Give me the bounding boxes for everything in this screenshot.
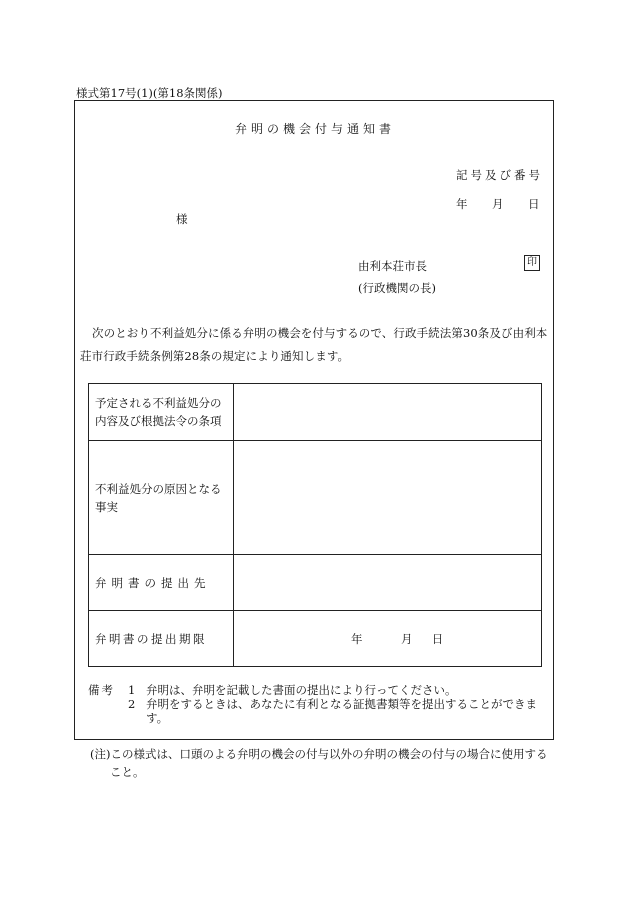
table-row [89, 555, 542, 611]
notice-details-table [88, 383, 542, 667]
row-label-facts: 不利益処分の原因となる事実 [89, 441, 234, 555]
issuer-subtitle: (行政機関の長) [358, 281, 436, 295]
table-row [89, 611, 542, 667]
remark-text: 弁明は、弁明を記載した書面の提出により行ってください。 [146, 683, 457, 697]
document-title: 弁明の機会付与通知書 [234, 122, 395, 136]
deadline-year: 年 [351, 631, 363, 646]
notice-body-text: 次のとおり不利益処分に係る弁明の機会を付与するので、行政手続法第30条及び由利本荘市行政手続条例第28条の規定により通知します。 [80, 326, 548, 363]
remarks-heading: 備考 [88, 683, 115, 697]
table-row [89, 441, 542, 555]
row-label-deadline: 弁明書の提出期限 [89, 611, 234, 667]
seal-stamp: 印 [524, 255, 540, 271]
remark-number: 1 [128, 683, 136, 697]
remark-text: 弁明をするときは、あなたに有利となる証拠書類等を提出することができます。 [146, 697, 537, 725]
remarks-section [88, 683, 554, 725]
table-row [89, 384, 542, 441]
issue-date-line [456, 196, 540, 212]
deadline-month: 月 [401, 631, 413, 646]
footnote-text: (注)この様式は、口頭のよる弁明の機会の付与以外の弁明の機会の付与の場合に使用すること。 [90, 747, 548, 779]
date-day: 日 [528, 197, 540, 211]
list-item [88, 697, 554, 725]
remark-number: 2 [128, 697, 136, 711]
row-value-facts[interactable] [234, 441, 542, 555]
addressee-suffix: 様 [176, 212, 188, 226]
row-value-submission-address[interactable] [234, 555, 542, 611]
footnote [90, 745, 554, 781]
row-value-deadline[interactable] [234, 611, 542, 667]
row-value-disposition[interactable] [234, 384, 542, 441]
date-month: 月 [492, 197, 504, 211]
reference-number-label: 記号及び番号 [456, 168, 543, 182]
date-year: 年 [456, 197, 468, 211]
deadline-day: 日 [431, 631, 444, 646]
row-label-submission-address: 弁明書の提出先 [89, 555, 234, 611]
row-label-disposition: 予定される不利益処分の内容及び根拠法令の条項 [89, 384, 234, 441]
issuer-name: 由利本荘市長 [358, 259, 427, 273]
list-item [88, 683, 554, 697]
form-number-label: 様式第17号(1)(第18条関係) [76, 86, 223, 100]
